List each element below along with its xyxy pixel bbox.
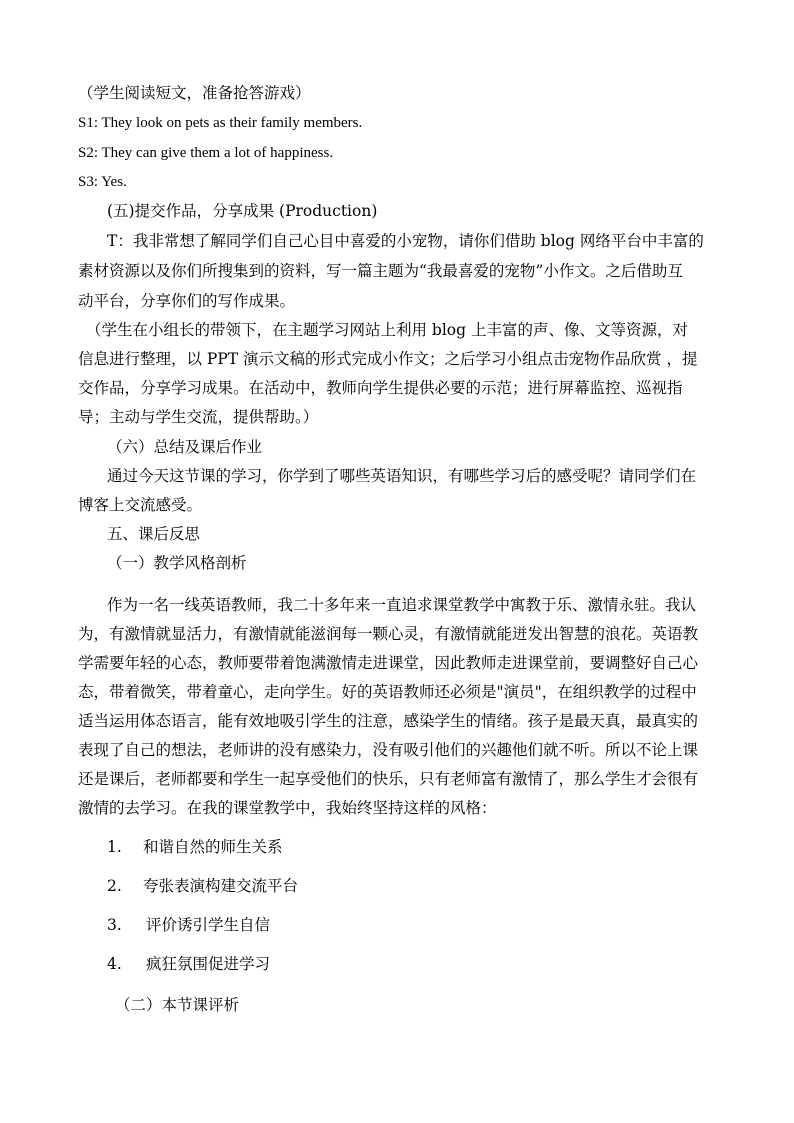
section-heading-summary: （六）总结及课后作业 bbox=[107, 438, 263, 456]
summary-line: 博客上交流感受。 bbox=[78, 496, 203, 514]
teacher-instruction-line: T：我非常想了解同学们自己心目中喜爱的小宠物，请你们借助 blog 网络平台中丰富的 bbox=[107, 232, 704, 250]
list-item-text: 疯狂氛围促进学习 bbox=[146, 955, 271, 973]
list-item-number: 2. bbox=[107, 877, 122, 895]
subheading-teaching-style: （一）教学风格剖析 bbox=[107, 554, 247, 572]
reflection-paragraph-line: 表现了自己的想法，老师讲的没有感染力，没有吸引他们的兴趣他们就不听。所以不论上课 bbox=[78, 741, 699, 759]
dialogue-line-s3: S3: Yes. bbox=[78, 174, 127, 190]
summary-line: 通过今天这节课的学习，你学到了哪些英语知识，有哪些学习后的感受呢？请同学们在 bbox=[107, 467, 697, 485]
dialogue-line-s2: S2: They can give them a lot of happiness. bbox=[78, 145, 334, 161]
list-item-text: 夸张表演构建交流平台 bbox=[143, 877, 299, 895]
reflection-paragraph-line: 为，有激情就显活力，有激情就能滋润每一颗心灵，有激情就能迸发出智慧的浪花。英语教 bbox=[78, 625, 699, 643]
student-activity-line: （学生在小组长的带领下，在主题学习网站上利用 blog 上丰富的声、像、文等资源，对 bbox=[86, 321, 688, 339]
student-activity-line: 导；主动与学生交流，提供帮助。） bbox=[78, 408, 319, 426]
list-item-number: 1. bbox=[107, 838, 122, 856]
subheading-lesson-review: （二）本节课评析 bbox=[115, 996, 240, 1014]
reflection-paragraph-line: 学需要年轻的心态，教师要带着饱满激情走进课堂，因此教师走进课堂前，要调整好自己心 bbox=[78, 654, 699, 672]
section-heading-reflection: 五、课后反思 bbox=[107, 525, 201, 543]
teacher-instruction-line: 动平台，分享你们的写作成果。 bbox=[78, 292, 296, 310]
list-item-text: 和谐自然的师生关系 bbox=[143, 838, 283, 856]
reflection-paragraph-line: 态，带着微笑，带着童心，走向学生。好的英语教师还必须是"演员"，在组织教学的过程中 bbox=[78, 683, 697, 701]
student-activity-line: 交作品，分享学习成果。在活动中，教师向学生提供必要的示范；进行屏幕监控、巡视指 bbox=[78, 379, 683, 397]
section-heading-production: (五)提交作品，分享成果 (Production) bbox=[107, 202, 378, 220]
reflection-paragraph-line: 还是课后，老师都要和学生一起享受他们的快乐，只有老师富有激情了，那么学生才会很有 bbox=[78, 770, 699, 788]
reflection-paragraph-line: 作为一名一线英语教师，我二十多年来一直追求课堂教学中寓教于乐、激情永驻。我认 bbox=[107, 596, 697, 614]
student-activity-line: 信息进行整理，以 PPT 演示文稿的形式完成小作文；之后学习小组点击宠物作品欣赏 ，提 bbox=[78, 350, 698, 368]
list-item-number: 4. bbox=[107, 955, 122, 973]
reflection-paragraph-line: 适当运用体态语言，能有效地吸引学生的注意，感染学生的情绪。孩子是最天真，最真实的 bbox=[78, 712, 699, 730]
list-item-text: 评价诱引学生自信 bbox=[146, 916, 271, 934]
teacher-instruction-line: 素材资源以及你们所搜集到的资料，写一篇主题为“我最喜爱的宠物”小作文。之后借助互 bbox=[78, 262, 683, 280]
reading-note: （学生阅读短文，准备抢答游戏） bbox=[78, 84, 311, 102]
reflection-paragraph-line: 激情的去学习。在我的课堂教学中，我始终坚持这样的风格： bbox=[78, 799, 497, 817]
dialogue-line-s1: S1: They look on pets as their family members. bbox=[78, 115, 363, 131]
list-item-number: 3. bbox=[107, 916, 122, 934]
